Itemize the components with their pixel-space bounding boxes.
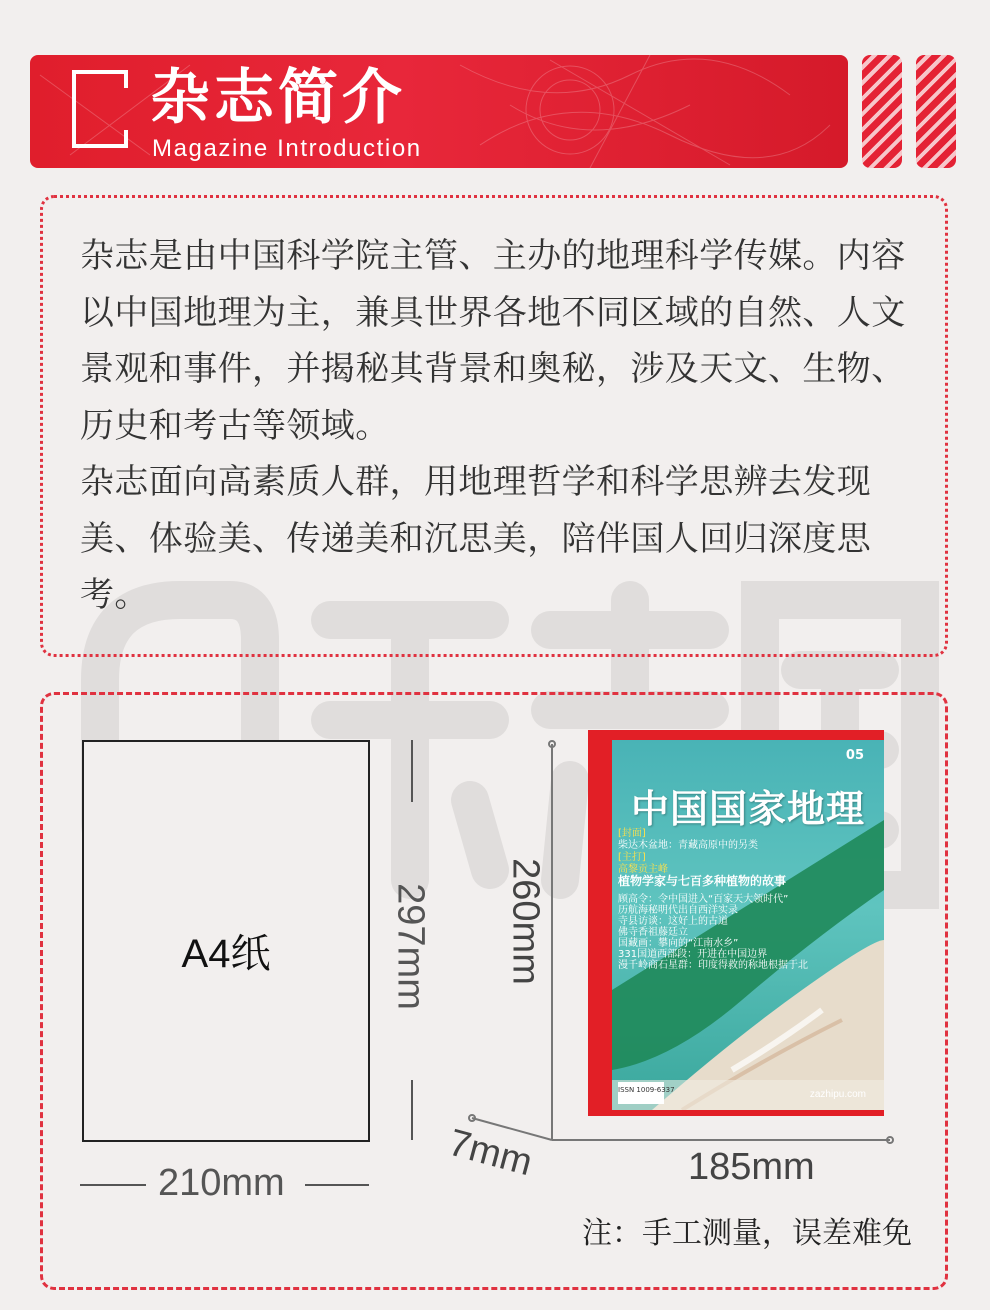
section-title: 杂志简介: [150, 63, 406, 133]
magazine-width-label: 185mm: [688, 1146, 815, 1188]
intro-text: [80, 228, 920, 624]
magazine-cover: [612, 740, 884, 1110]
a4-width-label: 210mm: [158, 1162, 285, 1204]
cover-line: 漫千岭商石星群：印度得救的称地根据于北: [618, 960, 808, 971]
intro-paragraph-1: 杂志是由中国科学院主管、主办的地理科学传媒。内容以中国地理为主，兼具世界各地不同区域的自然、人文景观和事件，并揭秘其背景和奥秘，涉及天文、生物、历史和考古等领域。: [80, 236, 906, 446]
cover-issue: 05: [845, 748, 864, 763]
cover-line: 顾高令：令中国进入“百家天大领时代”: [618, 894, 789, 905]
cover-subtitle: 高黎贡主峰: [618, 864, 668, 875]
cover-line: 寺县访谈：这好上的古道: [618, 916, 728, 927]
bracket-icon: [72, 70, 124, 148]
section-subtitle: Magazine Introduction: [152, 135, 422, 162]
a4-height-label: 297mm: [389, 883, 432, 1010]
cover-title: 中国国家地理: [630, 786, 865, 831]
magazine-height-label: 260mm: [504, 858, 547, 985]
cover-headline-2: 植物学家与七百多种植物的故事: [618, 874, 787, 888]
measurement-note: 注：手工测量，误差难免: [582, 1216, 912, 1251]
intro-paragraph-2: 杂志面向高素质人群，用地理哲学和科学思辨去发现美、体验美、传递美和沉思美，陪伴国人回归深度思考。: [80, 462, 872, 615]
cover-line: 佛寺香祖藤廷立: [618, 927, 688, 938]
magazine-depth-label: 7mm: [444, 1121, 537, 1185]
cover-tag-2: [主打]: [618, 852, 646, 863]
cover-line: 331国道西部段：开进在中国边界: [618, 949, 768, 960]
cover-url: zazhipu.com: [809, 1089, 866, 1100]
a4-width-line-left: [80, 1184, 146, 1186]
a4-label: A4纸: [181, 932, 271, 976]
cover-tag-1: [封面]: [618, 828, 646, 839]
cover-line: 历航海秘明代出自西洋实录: [618, 905, 738, 916]
cover-line: 国藏画：攀向的“江南水乡”: [618, 938, 739, 949]
cover-isbn: ISSN 1009-6337: [618, 1086, 675, 1094]
a4-paper-outline: [82, 740, 370, 1142]
banner-stripe-right: [916, 55, 956, 168]
a4-width-line-right: [305, 1184, 369, 1186]
banner-stripe-left: [862, 55, 902, 168]
cover-headline-1: 柴达木盆地：青藏高原中的另类: [618, 840, 758, 851]
a4-height-line-top: [411, 740, 413, 802]
a4-height-line-bottom: [411, 1080, 413, 1140]
